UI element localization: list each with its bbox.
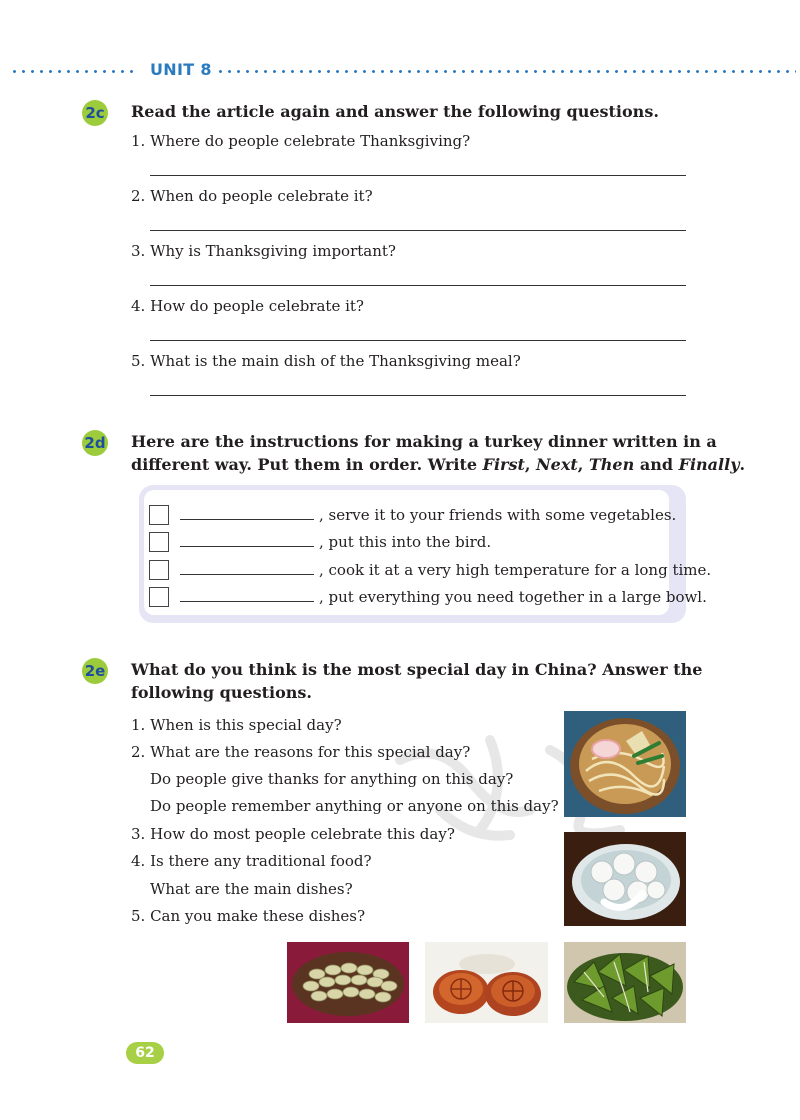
answer-line-2c-5[interactable] (150, 395, 686, 396)
page-number: 62 (126, 1042, 164, 1064)
question-2c-5: 5. What is the main dish of the Thanksgiving meal? (131, 352, 521, 370)
instruction-text-3: , cook it at a very high temperature for a long time. (319, 561, 712, 579)
answer-line-2c-4[interactable] (150, 340, 686, 341)
order-checkbox-4[interactable] (149, 587, 169, 607)
word-finally: Finally (678, 455, 740, 474)
question-2c-4: 4. How do people celebrate it? (131, 297, 364, 315)
question-2e-2a: Do people give thanks for anything on this day? (150, 770, 514, 788)
question-2c-2: 2. When do people celebrate it? (131, 187, 373, 205)
question-2e-5: 5. Can you make these dishes? (131, 907, 366, 925)
tangyuan-photo (564, 832, 686, 926)
answer-line-2c-2[interactable] (150, 230, 686, 231)
dumplings-photo (287, 942, 409, 1023)
blank-line-2[interactable] (180, 546, 314, 547)
question-2e-4: 4. Is there any traditional food? (131, 852, 372, 870)
word-next: Next (536, 455, 578, 474)
question-2e-2b: Do people remember anything or anyone on this day? (150, 797, 559, 815)
blank-line-3[interactable] (180, 574, 314, 575)
heading-2d-line2-text: different way. Put them in order. Write (131, 455, 483, 474)
word-then: Then (588, 455, 635, 474)
heading-2e-line2: following questions. (131, 683, 312, 702)
heading-2d-line2: different way. Put them in order. Write First, Next, Then and Finally. (131, 455, 746, 474)
badge-2e: 2e (82, 658, 108, 684)
answer-line-2c-1[interactable] (150, 175, 686, 176)
header-dots-right (216, 70, 796, 73)
order-checkbox-1[interactable] (149, 505, 169, 525)
noodles-photo (564, 711, 686, 817)
instruction-text-2: , put this into the bird. (319, 533, 492, 551)
answer-line-2c-3[interactable] (150, 285, 686, 286)
blank-line-1[interactable] (180, 519, 314, 520)
badge-2d: 2d (82, 430, 108, 456)
word-first: First (482, 455, 525, 474)
heading-2d-line1: Here are the instructions for making a turkey dinner written in a (131, 432, 717, 451)
page-header (0, 58, 800, 84)
question-2e-4a: What are the main dishes? (150, 880, 353, 898)
question-2e-3: 3. How do most people celebrate this day? (131, 825, 455, 843)
question-2c-3: 3. Why is Thanksgiving important? (131, 242, 396, 260)
question-2e-2: 2. What are the reasons for this special day? (131, 743, 471, 761)
header-dots-left (10, 70, 138, 73)
blank-line-4[interactable] (180, 601, 314, 602)
zongzi-photo (564, 942, 686, 1023)
heading-2c: Read the article again and answer the following questions. (131, 102, 659, 121)
badge-2c: 2c (82, 100, 108, 126)
order-checkbox-3[interactable] (149, 560, 169, 580)
word-and: and (639, 455, 674, 474)
mooncakes-photo (425, 942, 548, 1023)
unit-title: UNIT 8 (150, 60, 212, 79)
question-2e-1: 1. When is this special day? (131, 716, 342, 734)
heading-2e-line1: What do you think is the most special day in China? Answer the (131, 660, 703, 679)
instruction-text-4: , put everything you need together in a large bowl. (319, 588, 707, 606)
order-checkbox-2[interactable] (149, 532, 169, 552)
instruction-text-1: , serve it to your friends with some vegetables. (319, 506, 677, 524)
question-2c-1: 1. Where do people celebrate Thanksgiving? (131, 132, 471, 150)
